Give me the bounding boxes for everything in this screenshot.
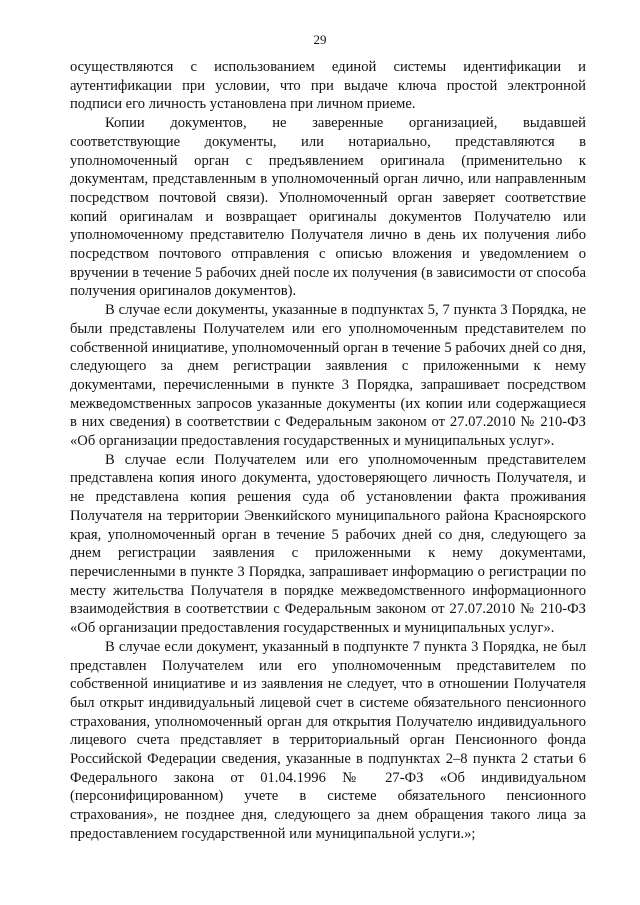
page-number: 29: [313, 32, 327, 47]
document-body: [70, 58, 586, 844]
paragraph-document-copies: Копии документов, не заверенные организацией, выдавшей соответствующие документы, или нотариально, представляются в уполномоченный орган с предъявлением оригинала (применительно к документам, представленным в уполномоченный орган лично, или направленным посредством почтовой связи). Уполномоченный орган заверяет соответствие копий оригиналам и возвращает оригиналы документов Получателю или уполномоченному представителю Получателя лично в день их получения либо посредством почтового отправления с описью вложения и уведомлением о вручении в течение 5 рабочих дней после их получения (в зависимости от способа получения оригиналов документов).: [70, 115, 586, 300]
paragraph-identity-document: В случае если Получателем или его уполномоченным представителем представлена копия иного документа, удостоверяющего личность Получателя, и не представлена копия решения суда об установлении факта проживания Получателя на территории Эвенкийского муниципального района Красноярского края, уполномоченный орган в течение 5 рабочих дней со дня, следующего за днем регистрации заявления с приложенными к нему документами, перечисленными в пункте 3 Порядка, запрашивает информацию о регистрации по месту жительства Получателя в порядке межведомственного информационного взаимодействия в соответствии с Федеральным законом от 27.07.2010 № 210-ФЗ «Об организации предоставления государственных и муниципальных услуг».: [70, 451, 586, 637]
paragraph-continuation: осуществляются с использованием единой системы идентификации и аутентификации при условии, что при выдаче ключа простой электронной подписи его личность установлена при личном приеме.: [70, 59, 586, 113]
paragraph-interagency-requests: В случае если документы, указанные в подпунктах 5, 7 пункта 3 Порядка, не были представлены Получателем или его уполномоченным представителем по собственной инициативе, уполномоченный орган в течение 5 рабочих дней со дня, следующего за днем регистрации заявления с приложенными к нему документами, перечисленными в пункте 3 Порядка, запрашивает посредством межведомственных запросов указанные документы (их копии или содержащиеся в них сведения) в соответствии с Федеральным законом от 27.07.2010 № 210-ФЗ «Об организации предоставления государственных и муниципальных услуг».: [70, 302, 586, 450]
paragraph-pension-account: В случае если документ, указанный в подпункте 7 пункта 3 Порядка, не был представлен Получателем или его уполномоченным представителем по собственной инициативе и из заявления не следует, что в отношении Получателя был открыт индивидуальный лицевой счет в системе обязательного пенсионного страхования, уполномоченный орган для открытия Получателю индивидуального лицевого счета представляет в территориальный орган Пенсионного фонда Российской Федерации сведения, указанные в подпунктах 2–8 пункта 2 статьи 6 Федерального закона от 01.04.1996 № 27-ФЗ «Об индивидуальном (персонифицированном) учете в системе обязательного пенсионного страхования», не позднее дня, следующего за днем обращения такого лица за предоставлением государственной или муниципальной услуги.»;: [70, 638, 586, 842]
